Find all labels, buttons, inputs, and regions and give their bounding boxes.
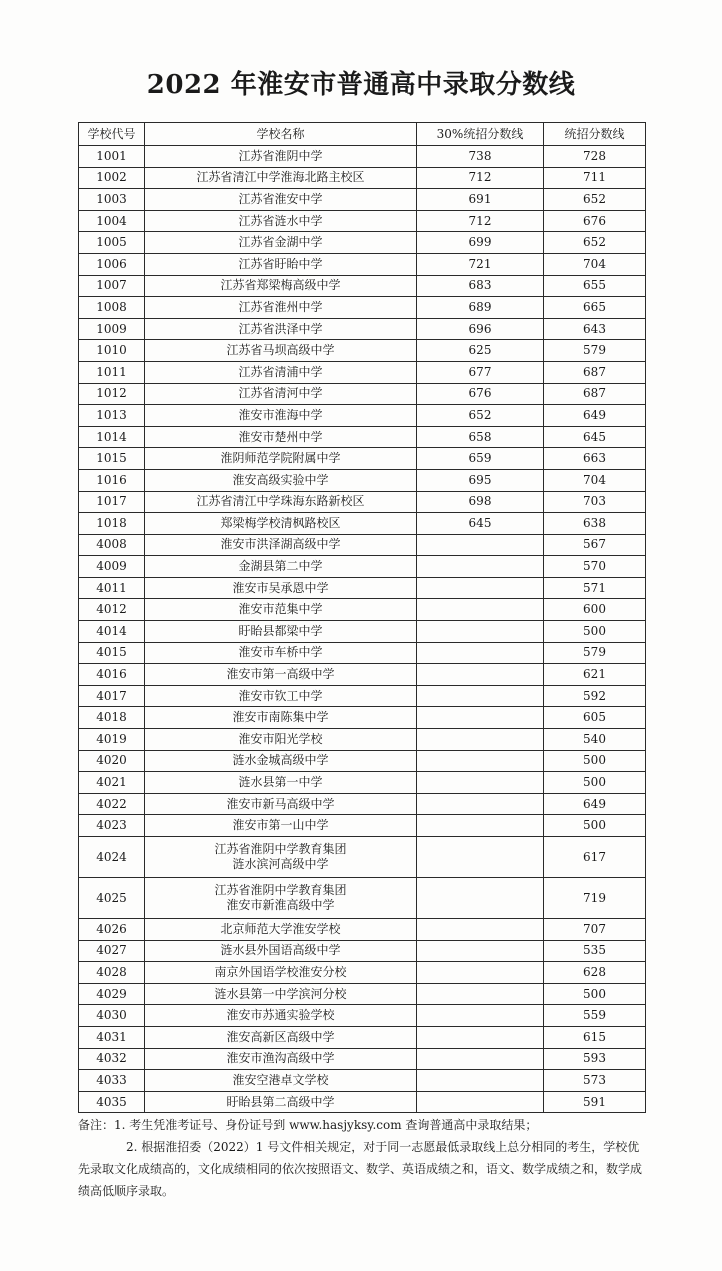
table-row <box>79 1048 646 1070</box>
school-name-cell <box>145 297 417 319</box>
school-name-cell <box>145 383 417 405</box>
score-30pct-cell: 676 <box>417 383 544 405</box>
school-code-cell: 1005 <box>79 232 145 254</box>
school-code-cell: 4025 <box>79 878 145 919</box>
school-code-cell: 4012 <box>79 599 145 621</box>
school-name-cell <box>145 340 417 362</box>
table-row <box>79 878 646 919</box>
school-name-cell <box>145 361 417 383</box>
school-name-cell <box>145 491 417 513</box>
table-row <box>79 405 646 427</box>
header-school-name: 学校名称 <box>145 123 417 146</box>
score-30pct-cell: 652 <box>417 405 544 427</box>
school-code-cell: 4019 <box>79 729 145 751</box>
score-cell: 649 <box>544 405 646 427</box>
school-name-cell <box>145 167 417 189</box>
score-30pct-cell: 699 <box>417 232 544 254</box>
school-name-line: 涟水县第一中学 <box>238 775 323 790</box>
school-name-cell <box>145 685 417 707</box>
score-cell: 643 <box>544 318 646 340</box>
table-row <box>79 253 646 275</box>
score-30pct-cell <box>417 1048 544 1070</box>
school-name-line: 江苏省淮阴中学教育集团 <box>214 883 347 897</box>
school-name-cell <box>145 815 417 837</box>
school-name-line: 江苏省洪泽中学 <box>238 321 323 336</box>
school-name-line: 淮安市新淮高级中学 <box>226 898 335 912</box>
score-30pct-cell: 677 <box>417 361 544 383</box>
school-name-line: 江苏省涟水中学 <box>238 213 323 228</box>
school-name-line: 涟水县第一中学滨河分校 <box>214 986 347 1001</box>
table-row <box>79 772 646 794</box>
school-code-cell: 1002 <box>79 167 145 189</box>
table-row <box>79 146 646 168</box>
score-30pct-cell <box>417 940 544 962</box>
school-name-cell <box>145 405 417 427</box>
school-name-line: 涟水县外国语高级中学 <box>220 943 341 958</box>
school-code-cell: 4011 <box>79 577 145 599</box>
school-name-line: 淮安高新区高级中学 <box>226 1029 335 1044</box>
school-name-line: 淮安市第一高级中学 <box>226 667 335 682</box>
school-name-line: 淮安市南陈集中学 <box>232 710 329 725</box>
table-row <box>79 1026 646 1048</box>
school-code-cell: 1012 <box>79 383 145 405</box>
school-name-line: 江苏省清江中学淮海北路主校区 <box>196 170 365 185</box>
school-name-cell <box>145 983 417 1005</box>
table-row <box>79 837 646 878</box>
school-code-cell: 4015 <box>79 642 145 664</box>
school-code-cell: 4031 <box>79 1026 145 1048</box>
score-cell: 500 <box>544 815 646 837</box>
score-cell: 676 <box>544 210 646 232</box>
school-name-cell <box>145 1026 417 1048</box>
school-code-cell: 1017 <box>79 491 145 513</box>
score-cell: 687 <box>544 361 646 383</box>
table-row <box>79 1005 646 1027</box>
score-cell: 500 <box>544 772 646 794</box>
table-row <box>79 167 646 189</box>
score-cell: 559 <box>544 1005 646 1027</box>
table-row <box>79 599 646 621</box>
score-30pct-cell: 659 <box>417 448 544 470</box>
score-cell: 703 <box>544 491 646 513</box>
score-30pct-cell <box>417 621 544 643</box>
school-name-line: 江苏省淮安中学 <box>238 191 323 206</box>
score-30pct-cell <box>417 1091 544 1113</box>
school-name-cell <box>145 729 417 751</box>
score-30pct-cell <box>417 642 544 664</box>
school-code-cell: 4026 <box>79 919 145 941</box>
school-name-line: 南京外国语学校淮安分校 <box>214 964 347 979</box>
school-code-cell: 4008 <box>79 534 145 556</box>
school-name-line: 金湖县第二中学 <box>238 559 323 574</box>
score-cell: 615 <box>544 1026 646 1048</box>
table-row <box>79 297 646 319</box>
school-name-line: 淮安市钦工中学 <box>238 688 323 703</box>
school-name-line: 淮安市第一山中学 <box>232 818 329 833</box>
table-row <box>79 318 646 340</box>
score-30pct-cell <box>417 534 544 556</box>
score-30pct-cell <box>417 729 544 751</box>
school-name-cell <box>145 878 417 919</box>
score-30pct-cell <box>417 577 544 599</box>
school-name-cell <box>145 513 417 535</box>
school-code-cell: 4022 <box>79 793 145 815</box>
score-cell: 665 <box>544 297 646 319</box>
table-row <box>79 556 646 578</box>
score-30pct-cell <box>417 878 544 919</box>
school-name-line: 江苏省清江中学珠海东路新校区 <box>196 494 365 509</box>
school-code-cell: 4009 <box>79 556 145 578</box>
table-row <box>79 577 646 599</box>
table-row <box>79 1070 646 1092</box>
score-30pct-cell: 721 <box>417 253 544 275</box>
school-name-line: 涟水滨河高级中学 <box>232 857 329 871</box>
score-30pct-cell <box>417 962 544 984</box>
table-row <box>79 1091 646 1113</box>
school-code-cell: 4016 <box>79 664 145 686</box>
score-30pct-cell <box>417 1026 544 1048</box>
score-cell: 500 <box>544 983 646 1005</box>
school-name-line: 江苏省马坝高级中学 <box>226 343 335 358</box>
score-30pct-cell <box>417 685 544 707</box>
school-name-cell <box>145 664 417 686</box>
school-name-cell <box>145 189 417 211</box>
school-name-line: 淮安市渔沟高级中学 <box>226 1051 335 1066</box>
score-30pct-cell <box>417 919 544 941</box>
school-name-cell <box>145 253 417 275</box>
table-row <box>79 664 646 686</box>
school-code-cell: 1018 <box>79 513 145 535</box>
table-row <box>79 469 646 491</box>
score-cell: 638 <box>544 513 646 535</box>
table-row <box>79 940 646 962</box>
school-name-line: 江苏省清河中学 <box>238 386 323 401</box>
school-name-cell <box>145 1005 417 1027</box>
score-cell: 573 <box>544 1070 646 1092</box>
school-code-cell: 4029 <box>79 983 145 1005</box>
school-name-line: 淮安市洪泽湖高级中学 <box>220 537 341 552</box>
school-code-cell: 4024 <box>79 837 145 878</box>
header-school-code: 学校代号 <box>79 123 145 146</box>
notes <box>78 1114 648 1202</box>
school-name-line: 江苏省清浦中学 <box>238 364 323 379</box>
score-cell: 719 <box>544 878 646 919</box>
school-name-line: 淮安市新马高级中学 <box>226 796 335 811</box>
school-name-line: 淮阴师范学院附属中学 <box>220 451 341 466</box>
table-row <box>79 383 646 405</box>
school-name-line: 江苏省郑梁梅高级中学 <box>220 278 341 293</box>
school-code-cell: 4018 <box>79 707 145 729</box>
school-code-cell: 1009 <box>79 318 145 340</box>
score-cell: 570 <box>544 556 646 578</box>
school-name-line: 淮安高级实验中学 <box>232 472 329 487</box>
school-code-cell: 1015 <box>79 448 145 470</box>
score-30pct-cell: 695 <box>417 469 544 491</box>
school-name-cell <box>145 210 417 232</box>
score-30pct-cell: 712 <box>417 167 544 189</box>
school-code-cell: 1016 <box>79 469 145 491</box>
score-cell: 645 <box>544 426 646 448</box>
school-name-cell <box>145 1048 417 1070</box>
school-name-line: 淮安市楚州中学 <box>238 429 323 444</box>
score-cell: 579 <box>544 642 646 664</box>
score-cell: 592 <box>544 685 646 707</box>
school-code-cell: 1003 <box>79 189 145 211</box>
school-code-cell: 4021 <box>79 772 145 794</box>
score-cell: 567 <box>544 534 646 556</box>
school-name-cell <box>145 232 417 254</box>
school-name-cell <box>145 577 417 599</box>
table-row <box>79 729 646 751</box>
table-row <box>79 962 646 984</box>
school-name-line: 江苏省淮阴中学教育集团 <box>214 842 347 856</box>
school-name-cell <box>145 940 417 962</box>
school-code-cell: 4033 <box>79 1070 145 1092</box>
table-row <box>79 232 646 254</box>
table-row <box>79 513 646 535</box>
score-30pct-cell: 698 <box>417 491 544 513</box>
school-code-cell: 4028 <box>79 962 145 984</box>
school-name-cell <box>145 426 417 448</box>
score-cell: 579 <box>544 340 646 362</box>
score-cell: 535 <box>544 940 646 962</box>
table-row <box>79 189 646 211</box>
score-30pct-cell <box>417 1005 544 1027</box>
score-30pct-cell: 683 <box>417 275 544 297</box>
school-code-cell: 1008 <box>79 297 145 319</box>
page-title: 2022 年淮安市普通高中录取分数线 <box>146 70 576 100</box>
header-30pct-score: 30%统招分数线 <box>417 123 544 146</box>
table-row <box>79 919 646 941</box>
score-cell: 500 <box>544 750 646 772</box>
school-name-line: 涟水金城高级中学 <box>232 753 329 768</box>
school-name-cell <box>145 707 417 729</box>
school-name-line: 郑梁梅学校清枫路校区 <box>220 515 341 530</box>
table-row <box>79 448 646 470</box>
school-name-line: 淮安市阳光学校 <box>238 731 323 746</box>
score-30pct-cell <box>417 837 544 878</box>
score-cell: 591 <box>544 1091 646 1113</box>
school-name-line: 北京师范大学淮安学校 <box>220 921 341 936</box>
score-cell: 652 <box>544 232 646 254</box>
score-30pct-cell <box>417 664 544 686</box>
table-row <box>79 642 646 664</box>
table-body <box>79 146 646 1113</box>
school-code-cell: 4027 <box>79 940 145 962</box>
score-30pct-cell: 645 <box>417 513 544 535</box>
table-row <box>79 491 646 513</box>
score-cell: 621 <box>544 664 646 686</box>
school-name-cell <box>145 469 417 491</box>
table-row <box>79 685 646 707</box>
score-30pct-cell: 658 <box>417 426 544 448</box>
table-row <box>79 707 646 729</box>
score-cell: 687 <box>544 383 646 405</box>
score-cell: 704 <box>544 469 646 491</box>
table-row <box>79 361 646 383</box>
table-row <box>79 210 646 232</box>
school-code-cell: 1007 <box>79 275 145 297</box>
school-name-cell <box>145 642 417 664</box>
note-line-2: 2. 根据淮招委（2022）1 号文件相关规定，对于同一志愿最低录取线上总分相同的考生，学校优先录取文化成绩高的，文化成绩相同的依次按照语文、数学、英语成绩之和，语文、数学成绩之和，数学成绩高低顺序录取。 <box>78 1140 643 1198</box>
school-name-line: 盱眙县第二高级中学 <box>226 1094 335 1109</box>
score-cell: 600 <box>544 599 646 621</box>
school-name-cell <box>145 750 417 772</box>
score-cell: 649 <box>544 793 646 815</box>
score-30pct-cell <box>417 815 544 837</box>
table-row <box>79 340 646 362</box>
score-cell: 617 <box>544 837 646 878</box>
school-name-cell <box>145 793 417 815</box>
school-name-line: 淮安市淮海中学 <box>238 407 323 422</box>
score-30pct-cell: 691 <box>417 189 544 211</box>
school-name-cell <box>145 962 417 984</box>
score-30pct-cell <box>417 707 544 729</box>
score-30pct-cell: 712 <box>417 210 544 232</box>
score-30pct-cell <box>417 750 544 772</box>
school-name-line: 淮安市车桥中学 <box>238 645 323 660</box>
score-30pct-cell: 625 <box>417 340 544 362</box>
school-code-cell: 1011 <box>79 361 145 383</box>
score-cell: 707 <box>544 919 646 941</box>
note-line-1: 备注：1. 考生凭准考证号、身份证号到 www.hasjyksy.com 查询普通高中录取结果； <box>78 1118 538 1132</box>
score-30pct-cell <box>417 793 544 815</box>
score-30pct-cell: 738 <box>417 146 544 168</box>
score-30pct-cell <box>417 772 544 794</box>
school-code-cell: 4035 <box>79 1091 145 1113</box>
school-name-line: 淮安市吴承恩中学 <box>232 580 329 595</box>
school-name-cell <box>145 621 417 643</box>
score-30pct-cell: 696 <box>417 318 544 340</box>
school-code-cell: 1004 <box>79 210 145 232</box>
score-cell: 728 <box>544 146 646 168</box>
school-code-cell: 1013 <box>79 405 145 427</box>
school-code-cell: 1001 <box>79 146 145 168</box>
school-name-cell <box>145 448 417 470</box>
school-name-cell <box>145 1091 417 1113</box>
score-cell: 571 <box>544 577 646 599</box>
score-30pct-cell <box>417 983 544 1005</box>
table-row <box>79 275 646 297</box>
score-cell: 605 <box>544 707 646 729</box>
school-name-line: 淮安市苏通实验学校 <box>226 1008 335 1023</box>
school-name-line: 淮安空港卓文学校 <box>232 1072 329 1087</box>
school-name-line: 江苏省淮阴中学 <box>238 148 323 163</box>
score-cell: 711 <box>544 167 646 189</box>
score-cell: 704 <box>544 253 646 275</box>
school-name-cell <box>145 275 417 297</box>
school-code-cell: 1014 <box>79 426 145 448</box>
table-row <box>79 750 646 772</box>
score-cell: 663 <box>544 448 646 470</box>
school-name-cell <box>145 556 417 578</box>
score-cell: 500 <box>544 621 646 643</box>
school-name-line: 江苏省淮州中学 <box>238 299 323 314</box>
score-cell: 593 <box>544 1048 646 1070</box>
school-code-cell: 1010 <box>79 340 145 362</box>
school-code-cell: 1006 <box>79 253 145 275</box>
score-cell: 655 <box>544 275 646 297</box>
score-cell: 540 <box>544 729 646 751</box>
table-row <box>79 983 646 1005</box>
score-30pct-cell <box>417 556 544 578</box>
school-code-cell: 4017 <box>79 685 145 707</box>
school-name-cell <box>145 318 417 340</box>
school-name-line: 盱眙县都梁中学 <box>238 623 323 638</box>
table-row <box>79 815 646 837</box>
table-row <box>79 534 646 556</box>
school-code-cell: 4014 <box>79 621 145 643</box>
school-name-cell <box>145 1070 417 1092</box>
school-name-cell <box>145 837 417 878</box>
school-code-cell: 4030 <box>79 1005 145 1027</box>
school-code-cell: 4023 <box>79 815 145 837</box>
table-row <box>79 793 646 815</box>
school-name-line: 淮安市范集中学 <box>238 602 323 617</box>
school-name-cell <box>145 772 417 794</box>
table-header-row <box>79 123 646 146</box>
score-cell: 652 <box>544 189 646 211</box>
school-name-cell <box>145 599 417 621</box>
score-30pct-cell <box>417 599 544 621</box>
school-name-line: 江苏省盱眙中学 <box>238 256 323 271</box>
score-30pct-cell: 689 <box>417 297 544 319</box>
table-row <box>79 426 646 448</box>
header-score: 统招分数线 <box>544 123 646 146</box>
score-cell: 628 <box>544 962 646 984</box>
table-row <box>79 621 646 643</box>
school-name-cell <box>145 146 417 168</box>
score-table <box>78 122 646 1113</box>
school-name-line: 江苏省金湖中学 <box>238 235 323 250</box>
school-code-cell: 4032 <box>79 1048 145 1070</box>
score-30pct-cell <box>417 1070 544 1092</box>
school-name-cell <box>145 919 417 941</box>
school-name-cell <box>145 534 417 556</box>
school-code-cell: 4020 <box>79 750 145 772</box>
